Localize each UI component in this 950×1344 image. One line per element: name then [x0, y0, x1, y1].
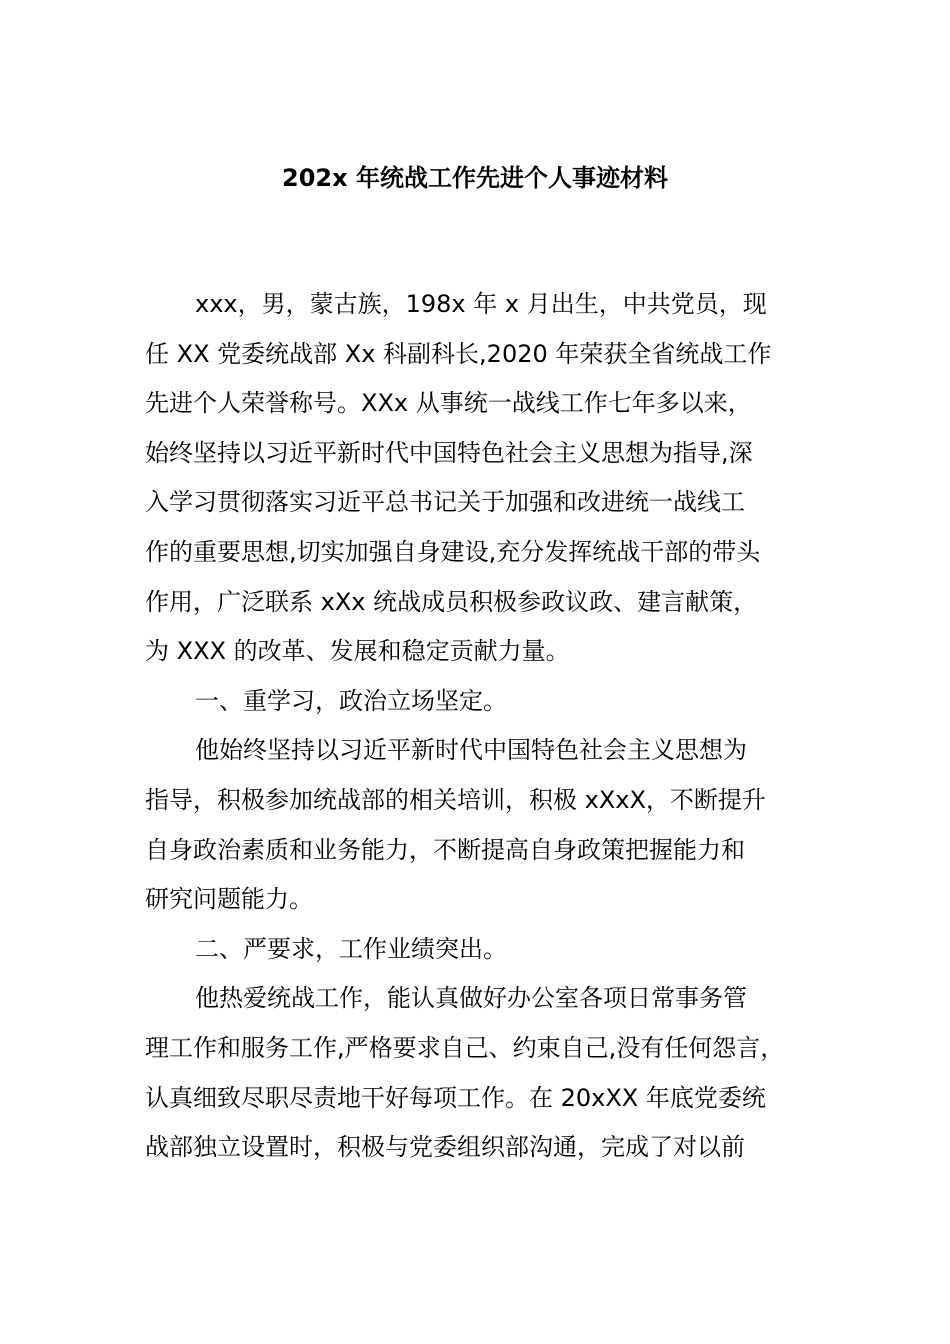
body-line: 任 XX 党委统战部 Xx 科副科长,2020 年荣获全省统战工作 [145, 339, 772, 368]
body-line: 战部独立设置时，积极与党委组织部沟通，完成了对以前 [145, 1133, 745, 1162]
body-line: 为 XXX 的改革、发展和稳定贡献力量。 [145, 637, 570, 666]
body-line: 入学习贯彻落实习近平总书记关于加强和改进统一战线工 [145, 488, 745, 517]
body-line: 一、重学习，政治立场坚定。 [195, 686, 507, 715]
body-line: 自身政治素质和业务能力，不断提高自身政策把握能力和 [145, 835, 745, 864]
body-line: 始终坚持以习近平新时代中国特色社会主义思想为指导,深 [145, 438, 753, 467]
body-line: 研究问题能力。 [145, 885, 313, 914]
body-line: 理工作和服务工作,严格要求自己、约束自己,没有任何怨言， [145, 1033, 785, 1062]
body-line: 二、严要求，工作业绩突出。 [195, 934, 507, 963]
body-line: 他热爱统战工作，能认真做好办公室各项日常事务管 [195, 984, 747, 1013]
body-line: 先进个人荣誉称号。XXx 从事统一战线工作七年多以来， [145, 389, 752, 418]
body-line: 指导，积极参加统战部的相关培训，积极 xXxX，不断提升 [145, 785, 766, 814]
document-title: 202x 年统战工作先进个人事迹材料 [282, 164, 668, 192]
body-line: 作的重要思想,切实加强自身建设,充分发挥统战干部的带头 [145, 537, 761, 566]
body-line: 他始终坚持以习近平新时代中国特色社会主义思想为 [195, 736, 747, 765]
body-line: xxx，男，蒙古族，198x 年 x 月出生，中共党员，现 [195, 290, 767, 318]
body-line: 作用，广泛联系 xXx 统战成员积极参政议政、建言献策， [145, 587, 758, 616]
body-line: 认真细致尽职尽责地干好每项工作。在 20xXX 年底党委统 [145, 1083, 766, 1112]
document-body [145, 280, 825, 1173]
